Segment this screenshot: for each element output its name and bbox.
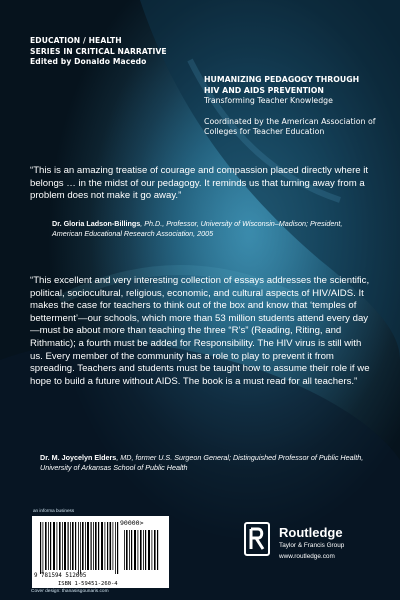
endorsement-quote-1: “This is an amazing treatise of courage and compassion placed directly where it belongs … in the midst of our pedagogy. It reminds us that turning away from a problem does not make it go away.” <box>30 165 369 202</box>
publisher-name: Routledge <box>279 525 343 540</box>
price-code: 90000> <box>120 519 144 527</box>
book-title-line2: HIV AND AIDS PREVENTION <box>204 85 324 95</box>
attribution-title-1: , Ph.D., Professor, University of Wisconsin–Madison; President, American Educational Research Association, 2005 <box>52 219 343 238</box>
book-title-block <box>204 75 375 138</box>
category-label: EDUCATION / HEALTH <box>30 36 122 45</box>
publisher-url: www.routledge.com <box>279 553 335 560</box>
endorsement-attribution-2 <box>40 453 375 472</box>
series-name: SERIES IN CRITICAL NARRATIVE <box>30 46 167 56</box>
routledge-logo-icon <box>244 522 270 556</box>
attribution-title-2: , MD, former U.S. Surgeon General; Distinguished Professor of Public Health, University of Arkansas School of Public Health <box>40 453 364 472</box>
informa-label: an informa business <box>33 508 75 513</box>
cover-design-credit: Cover design: thanasisgounaris.com <box>31 589 109 594</box>
attribution-name-2: Dr. M. Joycelyn Elders <box>40 453 117 462</box>
endorsement-attribution-1 <box>52 219 372 238</box>
series-info <box>30 36 167 68</box>
endorsement-quote-2: “This excellent and very interesting collection of essays addresses the scientific, political, sociocultural, religious, economic, and cultural aspects of HIV/AIDS. It makes the case for teachers to think out of the box and know that ‘temples of betterment’—our schools, which more than 53 million students attend every day—must be about more than teaching the three “R’s” (Reading, Riting, and Rithmatic); a fourth must be added for Responsibility. The HIV virus is still with us. Every member of the community has a role to play to prevent it from spreading. Teachers and students must be taught how to assume their role if we hope to build a future without AIDS. The book is a must read for all teachers.” <box>30 275 370 387</box>
attribution-name-1: Dr. Gloria Ladson-Billings <box>52 219 141 228</box>
coordinated-by-line2: Colleges for Teacher Education <box>204 127 325 136</box>
isbn10-label: ISBN 1-59451-260-4 <box>58 581 118 587</box>
coordinated-by-line1: Coordinated by the American Association of <box>204 116 376 126</box>
book-title-line1: HUMANIZING PEDAGOGY THROUGH <box>204 75 360 84</box>
series-editor: Edited by Donaldo Macedo <box>30 57 147 66</box>
book-subtitle: Transforming Teacher Knowledge <box>204 96 333 105</box>
isbn13-digits: 9 781594 512605 <box>34 573 87 579</box>
publisher-group: Taylor & Francis Group <box>279 542 345 549</box>
